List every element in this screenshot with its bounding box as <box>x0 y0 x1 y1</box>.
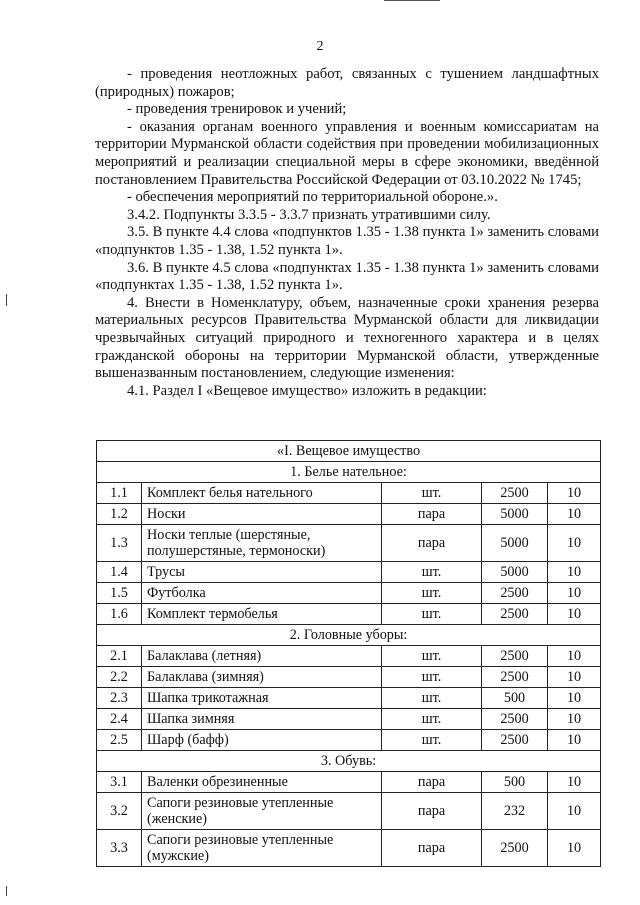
item-name: Шапка зимняя <box>142 709 382 730</box>
storage-years: 10 <box>548 483 601 504</box>
paragraph: 4. Внести в Номенклатуру, объем, назначенные сроки хранения резерва материальных ресурсов Правительства Мурманской области для ликвидации чрезвычайных ситуаций природного и техногенного характера и в целях гражданской обороны на территории Мурманской области, утвержденные вышеназванным постановлением, следующие изменения: <box>95 294 599 382</box>
row-number: 2.4 <box>97 709 142 730</box>
quantity: 232 <box>482 793 548 830</box>
unit: шт. <box>382 730 482 751</box>
table-row <box>97 583 601 604</box>
quantity: 5000 <box>482 504 548 525</box>
top-edge-mark <box>384 0 440 1</box>
unit: шт. <box>382 604 482 625</box>
quantity: 2500 <box>482 604 548 625</box>
margin-mark <box>6 886 7 896</box>
item-name: Валенки обрезиненные <box>142 772 382 793</box>
item-name: Балаклава (зимняя) <box>142 667 382 688</box>
unit: шт. <box>382 562 482 583</box>
row-number: 2.5 <box>97 730 142 751</box>
row-number: 1.2 <box>97 504 142 525</box>
unit: шт. <box>382 583 482 604</box>
section-heading: 1. Белье нательное: <box>97 462 601 483</box>
unit: пара <box>382 793 482 830</box>
row-number: 3.3 <box>97 830 142 867</box>
storage-years: 10 <box>548 793 601 830</box>
storage-years: 10 <box>548 604 601 625</box>
storage-years: 10 <box>548 504 601 525</box>
row-number: 1.1 <box>97 483 142 504</box>
paragraph: 4.1. Раздел I «Вещевое имущество» изложить в редакции: <box>127 382 487 399</box>
table-row <box>97 688 601 709</box>
unit: шт. <box>382 483 482 504</box>
table-row <box>97 730 601 751</box>
storage-years: 10 <box>548 583 601 604</box>
storage-years: 10 <box>548 562 601 583</box>
unit: шт. <box>382 667 482 688</box>
item-name: Балаклава (летняя) <box>142 646 382 667</box>
unit: пара <box>382 504 482 525</box>
document-body <box>95 66 599 400</box>
page-number: 2 <box>316 39 324 54</box>
table-row <box>97 772 601 793</box>
row-number: 2.3 <box>97 688 142 709</box>
paragraph: - проведения тренировок и учений; <box>127 101 347 118</box>
storage-years: 10 <box>548 730 601 751</box>
item-name: Сапоги резиновые утепленные (женские) <box>142 793 382 830</box>
section-heading: 3. Обувь: <box>97 751 601 772</box>
item-name: Сапоги резиновые утепленные (мужские) <box>142 830 382 867</box>
paragraph: 3.4.2. Подпункты 3.3.5 - 3.3.7 признать утратившими силу. <box>127 206 491 223</box>
table-row <box>97 504 601 525</box>
item-name: Футболка <box>142 583 382 604</box>
table-row <box>97 830 601 867</box>
nomenclature-table <box>96 440 601 867</box>
item-name: Шарф (бафф) <box>142 730 382 751</box>
row-number: 2.1 <box>97 646 142 667</box>
storage-years: 10 <box>548 646 601 667</box>
storage-years: 10 <box>548 830 601 867</box>
table-row <box>97 604 601 625</box>
row-number: 1.4 <box>97 562 142 583</box>
item-name: Носки <box>142 504 382 525</box>
row-number: 1.3 <box>97 525 142 562</box>
table-row <box>97 525 601 562</box>
row-number: 1.6 <box>97 604 142 625</box>
quantity: 2500 <box>482 667 548 688</box>
table-row <box>97 793 601 830</box>
table-row <box>97 562 601 583</box>
row-number: 1.5 <box>97 583 142 604</box>
unit: пара <box>382 830 482 867</box>
row-number: 2.2 <box>97 667 142 688</box>
table-title: «I. Вещевое имущество <box>97 441 601 462</box>
section-heading: 2. Головные уборы: <box>97 625 601 646</box>
unit: шт. <box>382 688 482 709</box>
storage-years: 10 <box>548 667 601 688</box>
row-number: 3.2 <box>97 793 142 830</box>
quantity: 5000 <box>482 525 548 562</box>
quantity: 500 <box>482 688 548 709</box>
quantity: 2500 <box>482 709 548 730</box>
paragraph: 3.5. В пункте 4.4 слова «подпунктов 1.35 - 1.38 пункта 1» заменить словами «подпунктов 1.35 - 1.38, 1.52 пункта 1». <box>95 224 599 258</box>
storage-years: 10 <box>548 709 601 730</box>
paragraph: - оказания органам военного управления и военным комиссариатам на территории Мурманской области содействия при проведении мобилизационных мероприятий и реализации специальной меры в сфере экономики, введённой постановлением Правительства Российской Федерации от 03.10.2022 № 1745; <box>95 118 599 188</box>
quantity: 2500 <box>482 483 548 504</box>
unit: шт. <box>382 709 482 730</box>
table-row <box>97 483 601 504</box>
quantity: 2500 <box>482 830 548 867</box>
margin-mark <box>6 294 7 306</box>
paragraph: - обеспечения мероприятий по территориальной обороне.». <box>127 189 498 206</box>
unit: пара <box>382 525 482 562</box>
quantity: 2500 <box>482 583 548 604</box>
item-name: Носки теплые (шерстяные, полушерстяные, термоноски) <box>142 525 382 562</box>
unit: пара <box>382 772 482 793</box>
table-row <box>97 646 601 667</box>
quantity: 2500 <box>482 646 548 667</box>
storage-years: 10 <box>548 772 601 793</box>
quantity: 2500 <box>482 730 548 751</box>
paragraph: 3.6. В пункте 4.5 слова «подпунктах 1.35 - 1.38 пункта 1» заменить словами «подпунктах 1.35 - 1.38, 1.52 пункта 1». <box>95 259 599 294</box>
row-number: 3.1 <box>97 772 142 793</box>
quantity: 500 <box>482 772 548 793</box>
quantity: 5000 <box>482 562 548 583</box>
storage-years: 10 <box>548 525 601 562</box>
unit: шт. <box>382 646 482 667</box>
item-name: Комплект белья нательного <box>142 483 382 504</box>
table-row <box>97 667 601 688</box>
item-name: Комплект термобелья <box>142 604 382 625</box>
storage-years: 10 <box>548 688 601 709</box>
item-name: Шапка трикотажная <box>142 688 382 709</box>
paragraph: - проведения неотложных работ, связанных с тушением ландшафтных (природных) пожаров; <box>95 66 599 100</box>
item-name: Трусы <box>142 562 382 583</box>
table-row <box>97 709 601 730</box>
